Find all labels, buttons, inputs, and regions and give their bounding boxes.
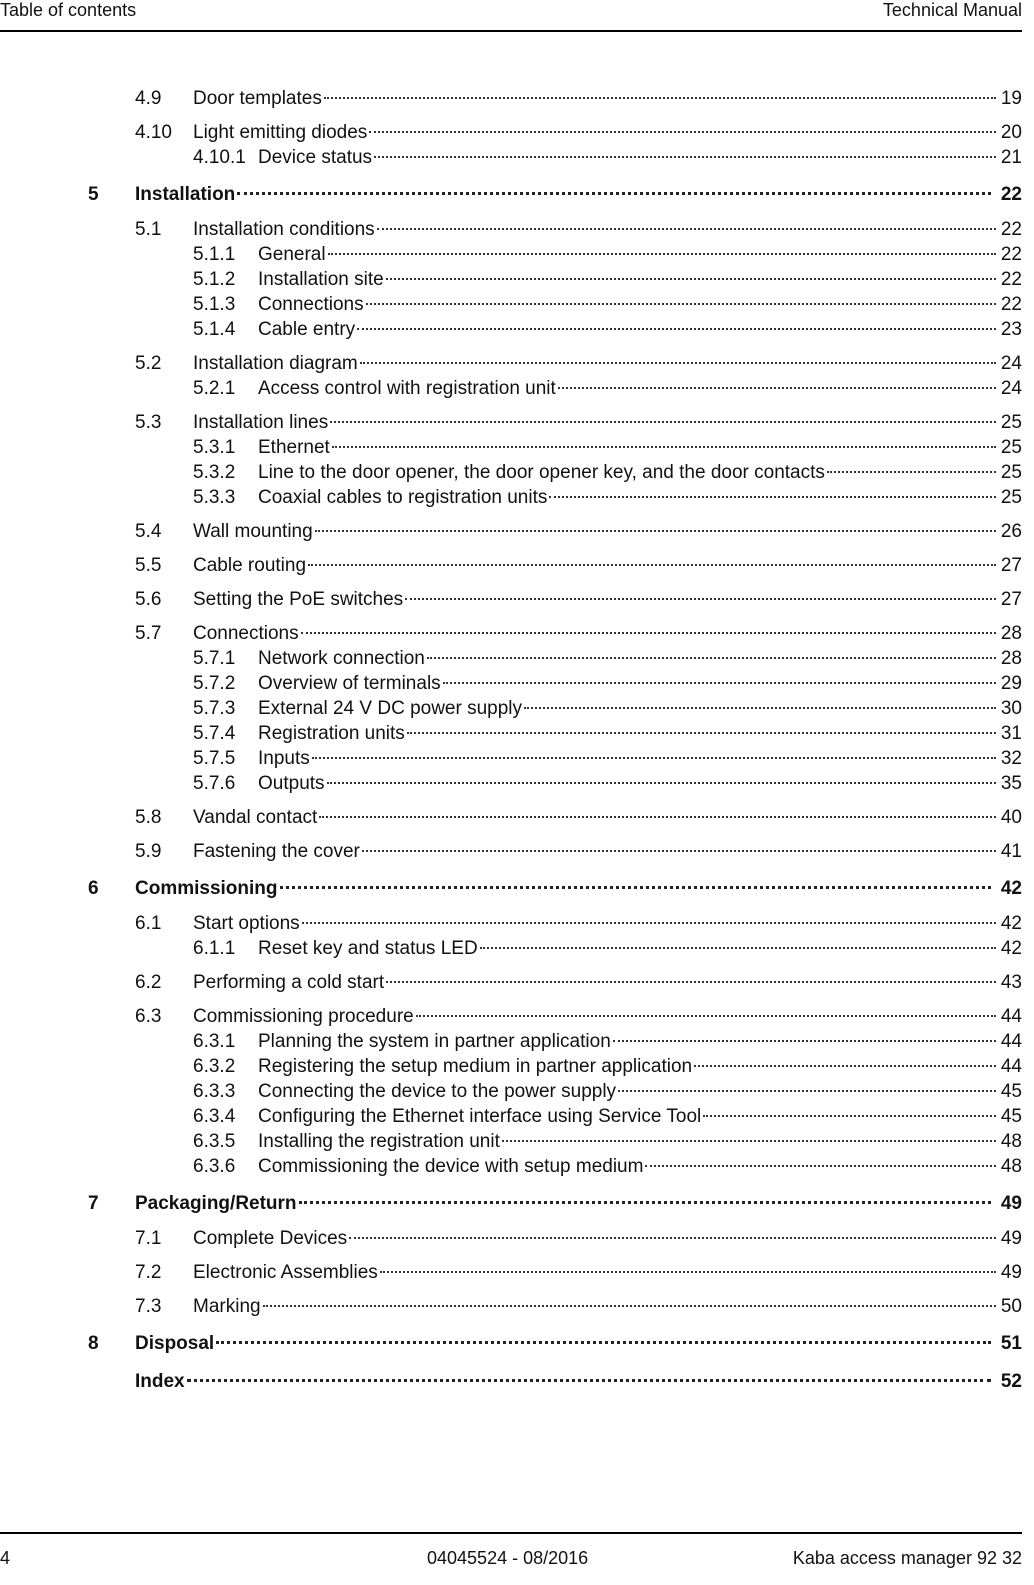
toc-entry[interactable] xyxy=(0,671,1022,696)
toc-leader xyxy=(366,303,996,305)
toc-page: 48 xyxy=(1000,1156,1022,1177)
toc-number: 5.1.1 xyxy=(193,244,236,265)
toc-number: 6.3.5 xyxy=(193,1131,236,1152)
toc-page: 19 xyxy=(1000,88,1022,109)
toc-leader xyxy=(405,598,996,600)
toc-leader xyxy=(386,278,996,280)
toc-leader xyxy=(315,530,996,532)
toc-page: 21 xyxy=(1000,147,1022,168)
toc-chapter-entry[interactable] xyxy=(0,876,1022,902)
toc-title: Installation lines xyxy=(193,412,329,433)
toc-page: 49 xyxy=(1000,1193,1022,1214)
toc-leader xyxy=(558,387,996,389)
toc-leader xyxy=(524,707,996,709)
toc-number: 6.3.3 xyxy=(193,1081,236,1102)
toc-title: Cable routing xyxy=(193,555,307,576)
toc-number: 5.1.2 xyxy=(193,269,236,290)
header-section-title: Table of contents xyxy=(0,0,137,20)
toc-entry[interactable] xyxy=(0,587,1022,612)
toc-title: Planning the system in partner application xyxy=(258,1031,611,1052)
toc-number: 5.4 xyxy=(135,521,162,542)
toc-page: 22 xyxy=(1000,184,1022,205)
toc-chapter-entry[interactable] xyxy=(0,1191,1022,1217)
toc-number: 5.1 xyxy=(135,219,162,240)
toc-entry[interactable] xyxy=(0,242,1022,267)
toc-entry[interactable] xyxy=(0,460,1022,485)
toc-number: 5 xyxy=(88,184,99,205)
toc-entry[interactable] xyxy=(0,120,1022,145)
toc-title: Installing the registration unit xyxy=(258,1131,500,1152)
toc-number: 5.3 xyxy=(135,412,162,433)
toc-page: 28 xyxy=(1000,623,1022,644)
toc-entry[interactable] xyxy=(0,86,1022,111)
toc-leader xyxy=(327,782,996,784)
toc-number: 5.7.4 xyxy=(193,723,236,744)
toc-entry[interactable] xyxy=(0,1029,1022,1054)
toc-number: 7.2 xyxy=(135,1262,162,1283)
toc-number: 4.9 xyxy=(135,88,162,109)
toc-title: Wall mounting xyxy=(193,521,313,542)
toc-page: 28 xyxy=(1000,648,1022,669)
toc-chapter-entry[interactable] xyxy=(0,1369,1022,1395)
toc-leader xyxy=(302,922,996,924)
toc-page: 41 xyxy=(1000,841,1022,862)
toc-title: Registering the setup medium in partner application xyxy=(258,1056,693,1077)
toc-entry[interactable] xyxy=(0,970,1022,995)
toc-entry[interactable] xyxy=(0,1226,1022,1251)
toc-leader xyxy=(694,1065,996,1067)
toc-leader xyxy=(480,947,996,949)
toc-leader xyxy=(374,156,996,158)
toc-title: Door templates xyxy=(193,88,322,109)
toc-entry[interactable] xyxy=(0,721,1022,746)
toc-leader xyxy=(312,757,996,759)
toc-title: Access control with registration unit xyxy=(258,378,556,399)
toc-page: 24 xyxy=(1000,378,1022,399)
toc-title: External 24 V DC power supply xyxy=(258,698,523,719)
toc-title: Light emitting diodes xyxy=(193,122,368,143)
toc-title: Configuring the Ethernet interface using Service Tool xyxy=(258,1106,702,1127)
toc-page: 20 xyxy=(1000,122,1022,143)
toc-page: 49 xyxy=(1000,1228,1022,1249)
toc-number: 5.3.3 xyxy=(193,487,236,508)
toc-title: Start options xyxy=(193,913,300,934)
toc-page: 22 xyxy=(1000,294,1022,315)
toc-page: 40 xyxy=(1000,807,1022,828)
toc-leader xyxy=(237,192,991,195)
toc-leader xyxy=(703,1115,996,1117)
toc-entry[interactable] xyxy=(0,435,1022,460)
toc-page: 25 xyxy=(1000,462,1022,483)
toc-number: 5.5 xyxy=(135,555,162,576)
toc-leader xyxy=(362,850,996,852)
toc-chapter-entry[interactable] xyxy=(0,182,1022,208)
toc-leader xyxy=(369,131,996,133)
toc-leader xyxy=(416,1015,996,1017)
toc-title: Commissioning the device with setup medium xyxy=(258,1156,644,1177)
toc-title: Outputs xyxy=(258,773,325,794)
toc-page: 23 xyxy=(1000,319,1022,340)
toc-leader xyxy=(349,1237,996,1239)
toc-page: 44 xyxy=(1000,1056,1022,1077)
toc-leader xyxy=(360,362,996,364)
toc-number: 4.10.1 xyxy=(193,147,246,168)
toc-entry[interactable] xyxy=(0,805,1022,830)
toc-leader xyxy=(263,1305,996,1307)
toc-title: Installation site xyxy=(258,269,384,290)
toc-title: Device status xyxy=(258,147,373,168)
toc-page: 42 xyxy=(1000,913,1022,934)
toc-entry[interactable] xyxy=(0,696,1022,721)
toc-page: 48 xyxy=(1000,1131,1022,1152)
toc-title: Overview of terminals xyxy=(258,673,441,694)
toc-leader xyxy=(308,564,996,566)
toc-page: 35 xyxy=(1000,773,1022,794)
toc-number: 5.7.6 xyxy=(193,773,236,794)
toc-title: Installation diagram xyxy=(193,353,358,374)
toc-title: Vandal contact xyxy=(193,807,318,828)
toc-page: 42 xyxy=(1000,878,1022,899)
header-document-title: Technical Manual xyxy=(882,0,1022,20)
toc-number: 6.2 xyxy=(135,972,162,993)
toc-entry[interactable] xyxy=(0,1129,1022,1154)
toc-entry[interactable] xyxy=(0,839,1022,864)
toc-title: Commissioning procedure xyxy=(193,1006,414,1027)
toc-page: 25 xyxy=(1000,437,1022,458)
toc-number: 5.6 xyxy=(135,589,162,610)
toc-entry[interactable] xyxy=(0,1104,1022,1129)
toc-title: Connections xyxy=(258,294,364,315)
toc-entry[interactable] xyxy=(0,1260,1022,1285)
toc-title: Ethernet xyxy=(258,437,330,458)
toc-page: 44 xyxy=(1000,1006,1022,1027)
toc-title: Commissioning xyxy=(135,878,278,899)
toc-number: 5.9 xyxy=(135,841,162,862)
toc-number: 5.8 xyxy=(135,807,162,828)
toc-leader xyxy=(827,471,996,473)
toc-leader xyxy=(332,446,996,448)
toc-number: 5.3.1 xyxy=(193,437,236,458)
toc-page: 29 xyxy=(1000,673,1022,694)
toc-leader xyxy=(324,97,996,99)
toc-leader xyxy=(427,657,996,659)
toc-leader xyxy=(443,682,996,684)
page-header xyxy=(0,0,1022,32)
toc-leader xyxy=(280,886,991,889)
toc-number: 6.3 xyxy=(135,1006,162,1027)
toc-entry[interactable] xyxy=(0,267,1022,292)
toc-leader xyxy=(301,632,996,634)
footer-page-number: 4 xyxy=(0,1548,11,1568)
toc-number: 5.1.4 xyxy=(193,319,236,340)
toc-title: General xyxy=(258,244,326,265)
toc-leader xyxy=(613,1040,996,1042)
toc-leader xyxy=(380,1271,996,1273)
toc-number: 7 xyxy=(88,1193,99,1214)
toc-page: 51 xyxy=(1000,1333,1022,1354)
toc-entry[interactable] xyxy=(0,217,1022,242)
toc-page: 45 xyxy=(1000,1081,1022,1102)
toc-entry[interactable] xyxy=(0,485,1022,510)
toc-number: 6.3.1 xyxy=(193,1031,236,1052)
toc-title: Complete Devices xyxy=(193,1228,348,1249)
toc-entry[interactable] xyxy=(0,1294,1022,1319)
toc-title: Inputs xyxy=(258,748,310,769)
toc-page: 42 xyxy=(1000,938,1022,959)
toc-entry[interactable] xyxy=(0,621,1022,646)
toc-number: 6.3.6 xyxy=(193,1156,236,1177)
toc-leader xyxy=(187,1379,991,1382)
page-footer xyxy=(0,1532,1022,1574)
toc-leader xyxy=(330,421,996,423)
toc-number: 6.1 xyxy=(135,913,162,934)
toc-leader xyxy=(357,328,996,330)
toc-title: Fastening the cover xyxy=(193,841,360,862)
toc-leader xyxy=(386,981,996,983)
toc-leader xyxy=(407,732,996,734)
toc-entry[interactable] xyxy=(0,410,1022,435)
toc-page: 22 xyxy=(1000,269,1022,290)
footer-document-code: 04045524 - 08/2016 xyxy=(427,1548,589,1568)
toc-title: Index xyxy=(135,1371,185,1392)
toc-entry[interactable] xyxy=(0,1154,1022,1179)
toc-title: Disposal xyxy=(135,1333,215,1354)
toc-title: Registration units xyxy=(258,723,405,744)
toc-page: 30 xyxy=(1000,698,1022,719)
toc-number: 4.10 xyxy=(135,122,172,143)
toc-title: Setting the PoE switches xyxy=(193,589,404,610)
toc-page: 50 xyxy=(1000,1296,1022,1317)
toc-page: 22 xyxy=(1000,219,1022,240)
toc-title: Coaxial cables to registration units xyxy=(258,487,548,508)
toc-entry[interactable] xyxy=(0,376,1022,401)
toc-title: Reset key and status LED xyxy=(258,938,478,959)
toc-number: 8 xyxy=(88,1333,99,1354)
toc-number: 5.7.1 xyxy=(193,648,236,669)
toc-entry[interactable] xyxy=(0,519,1022,544)
toc-number: 5.2 xyxy=(135,353,162,374)
toc-number: 5.7.2 xyxy=(193,673,236,694)
toc-leader xyxy=(319,816,996,818)
toc-title: Electronic Assemblies xyxy=(193,1262,378,1283)
toc-number: 5.7 xyxy=(135,623,162,644)
toc-leader xyxy=(328,253,996,255)
toc-title: Installation xyxy=(135,184,236,205)
toc-number: 5.7.5 xyxy=(193,748,236,769)
toc-page: 25 xyxy=(1000,487,1022,508)
toc-page: 44 xyxy=(1000,1031,1022,1052)
toc-leader xyxy=(618,1090,996,1092)
toc-entry[interactable] xyxy=(0,351,1022,376)
toc-entry[interactable] xyxy=(0,1079,1022,1104)
footer-product-name: Kaba access manager 92 32 xyxy=(792,1548,1022,1568)
toc-page: 45 xyxy=(1000,1106,1022,1127)
toc-entry[interactable] xyxy=(0,145,1022,170)
toc-leader xyxy=(216,1341,991,1344)
toc-number: 6.3.2 xyxy=(193,1056,236,1077)
toc-title: Connecting the device to the power supply xyxy=(258,1081,617,1102)
toc-leader xyxy=(502,1140,996,1142)
toc-entry[interactable] xyxy=(0,292,1022,317)
toc-entry[interactable] xyxy=(0,1004,1022,1029)
toc-entry[interactable] xyxy=(0,646,1022,671)
toc-page: 24 xyxy=(1000,353,1022,374)
toc-page: 52 xyxy=(1000,1371,1022,1392)
toc-number: 5.3.2 xyxy=(193,462,236,483)
toc-entry[interactable] xyxy=(0,746,1022,771)
toc-title: Marking xyxy=(193,1296,261,1317)
toc-page: 25 xyxy=(1000,412,1022,433)
toc-leader xyxy=(299,1201,991,1204)
toc-entry[interactable] xyxy=(0,317,1022,342)
toc-leader xyxy=(549,496,995,498)
toc-number: 7.1 xyxy=(135,1228,162,1249)
toc-page: 43 xyxy=(1000,972,1022,993)
toc-title: Installation conditions xyxy=(193,219,375,240)
toc-number: 6.1.1 xyxy=(193,938,236,959)
toc-title: Network connection xyxy=(258,648,425,669)
toc-title: Performing a cold start xyxy=(193,972,385,993)
toc-page: 27 xyxy=(1000,555,1022,576)
toc-title: Cable entry xyxy=(258,319,356,340)
toc-entry[interactable] xyxy=(0,936,1022,961)
toc-number: 6 xyxy=(88,878,99,899)
toc-page: 32 xyxy=(1000,748,1022,769)
toc-page: 22 xyxy=(1000,244,1022,265)
toc-number: 6.3.4 xyxy=(193,1106,236,1127)
table-of-contents xyxy=(0,86,1022,1395)
toc-entry[interactable] xyxy=(0,553,1022,578)
toc-number: 5.1.3 xyxy=(193,294,236,315)
toc-title: Line to the door opener, the door opener key, and the door contacts xyxy=(258,462,825,483)
toc-page: 26 xyxy=(1000,521,1022,542)
toc-page: 27 xyxy=(1000,589,1022,610)
toc-entry[interactable] xyxy=(0,771,1022,796)
toc-entry[interactable] xyxy=(0,1054,1022,1079)
toc-entry[interactable] xyxy=(0,911,1022,936)
toc-number: 5.2.1 xyxy=(193,378,236,399)
toc-title: Packaging/Return xyxy=(135,1193,297,1214)
toc-number: 5.7.3 xyxy=(193,698,236,719)
toc-number: 7.3 xyxy=(135,1296,162,1317)
toc-leader xyxy=(377,228,996,230)
toc-page: 49 xyxy=(1000,1262,1022,1283)
toc-page: 31 xyxy=(1000,723,1022,744)
toc-leader xyxy=(645,1165,995,1167)
toc-chapter-entry[interactable] xyxy=(0,1331,1022,1357)
toc-title: Connections xyxy=(193,623,299,644)
